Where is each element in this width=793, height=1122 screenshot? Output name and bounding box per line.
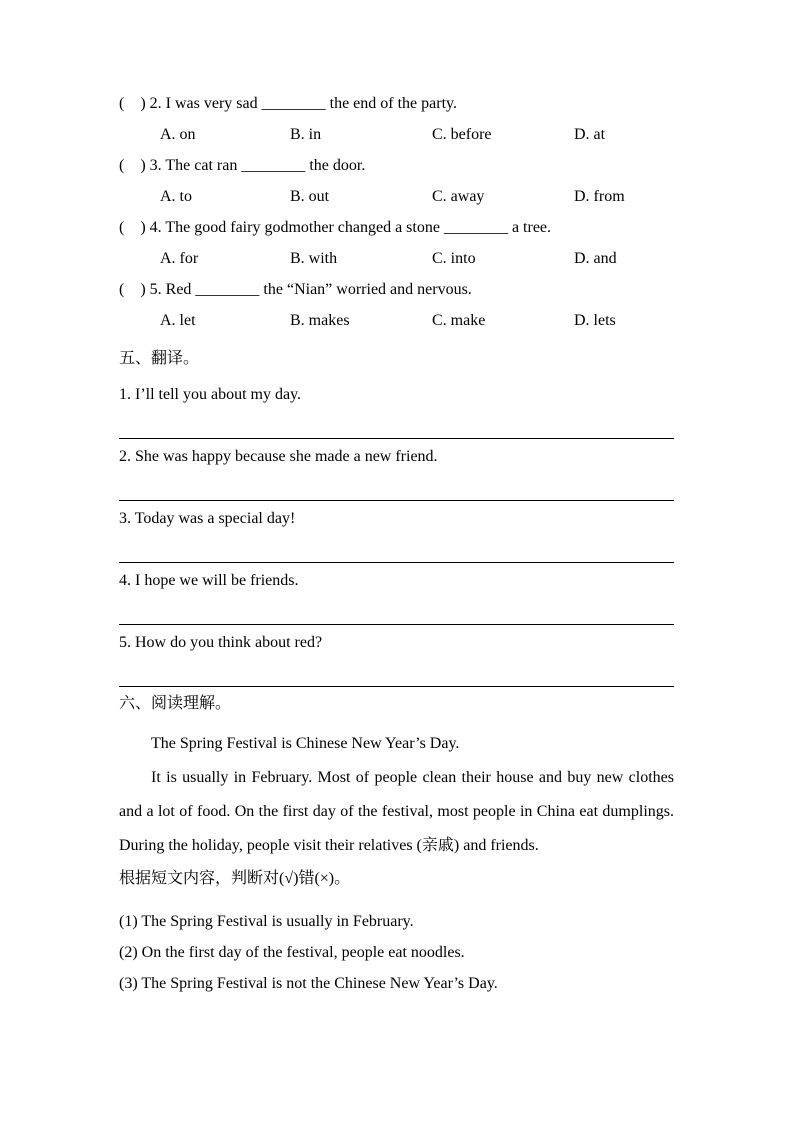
answer-blank-line (119, 596, 674, 625)
reading-section (119, 688, 674, 999)
translation-sentence: 2. She was happy because she made a new friend. (119, 448, 438, 465)
mc-option-b: B. out (290, 188, 330, 205)
translation-item (119, 441, 674, 501)
judgement-list (119, 906, 674, 999)
translation-sentence: 1. I’ll tell you about my day. (119, 386, 302, 403)
translation-sentence: 4. I hope we will be friends. (119, 572, 299, 589)
mc-question-stem: ( ) 2. I was very sad ________ the end of the party. (119, 95, 457, 112)
mc-option-a: A. let (160, 312, 196, 329)
multiple-choice-section (119, 88, 674, 336)
mc-option-c: C. make (432, 312, 486, 329)
mc-option-a: A. to (160, 188, 192, 205)
mc-option-c: C. into (432, 250, 476, 267)
mc-option-b: B. with (290, 250, 338, 267)
mc-question-stem: ( ) 4. The good fairy godmother changed a stone ________ a tree. (119, 219, 552, 236)
mc-option-d: D. and (574, 250, 617, 267)
mc-question-stem: ( ) 5. Red ________ the “Nian” worried and nervous. (119, 281, 472, 298)
mc-options-row (119, 119, 674, 150)
mc-option-b: B. in (290, 126, 322, 143)
mc-option-a: A. on (160, 126, 196, 143)
answer-blank-line (119, 658, 674, 687)
mc-option-c: C. away (432, 188, 485, 205)
answer-blank-line (119, 534, 674, 563)
judgement-item: (2) On the first day of the festival, people eat noodles. (119, 944, 465, 961)
mc-option-c: C. before (432, 126, 492, 143)
judgement-instruction: 根据短文内容，判断对(√)错(×)。 (119, 870, 351, 887)
mc-options-row (119, 243, 674, 274)
translation-item (119, 565, 674, 625)
translation-sentence: 3. Today was a special day! (119, 510, 296, 527)
answer-blank-line (119, 410, 674, 439)
mc-options-row (119, 181, 674, 212)
translation-item (119, 379, 674, 439)
mc-option-d: D. at (574, 126, 606, 143)
mc-question-stem: ( ) 3. The cat ran ________ the door. (119, 157, 366, 174)
translation-item (119, 627, 674, 687)
mc-option-b: B. makes (290, 312, 350, 329)
translation-item (119, 503, 674, 563)
mc-option-d: D. from (574, 188, 625, 205)
mc-options-row (119, 305, 674, 336)
judgement-item: (3) The Spring Festival is not the Chinese New Year’s Day. (119, 975, 498, 992)
translation-sentence: 5. How do you think about red? (119, 634, 323, 651)
section-title-translation: 五、翻译。 (119, 350, 200, 367)
mc-option-a: A. for (160, 250, 199, 267)
reading-paragraph: It is usually in February. Most of people clean their house and buy new clothes and a lot of food. On the first day of the festival, most people in China eat dumplings. During the holiday, people visit their relatives (亲戚) and friends. (119, 769, 674, 854)
translation-section (119, 343, 674, 687)
judgement-item: (1) The Spring Festival is usually in February. (119, 913, 414, 930)
mc-option-d: D. lets (574, 312, 616, 329)
section-title-reading: 六、阅读理解。 (119, 695, 232, 712)
answer-blank-line (119, 472, 674, 501)
reading-paragraph: The Spring Festival is Chinese New Year’s Day. (151, 735, 460, 752)
